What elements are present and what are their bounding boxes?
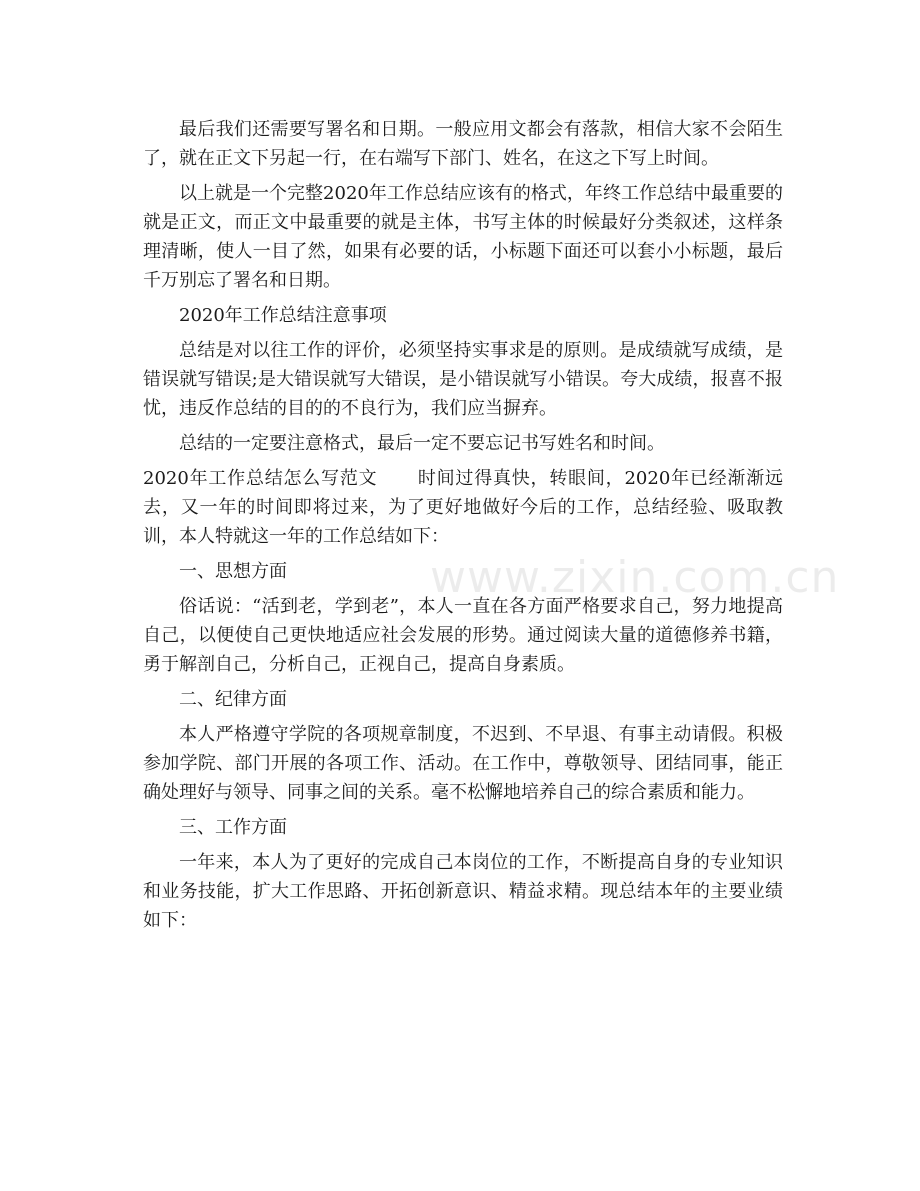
sample-intro-text: 时间过得真快，转眼间，2020年已经渐渐远去，又一年的时间即将过来，为了更好地做好今后的工作，总结经验、吸取教训，本人特就这一年的工作总结如下： — [143, 468, 783, 547]
paragraph-discipline: 本人严格遵守学院的各项规章制度，不迟到、不早退、有事主动请假。积极参加学院、部门开展的各项工作、活动。在工作中，尊敬领导、团结同事，能正确处理好与领导、同事之间的关系。毫不松懈地培养自己的综合素质和能力。 — [143, 724, 783, 803]
watermark: www.zixin.com.cn — [430, 552, 840, 603]
paragraph-sample-intro — [143, 464, 783, 551]
heading-discipline: 二、纪律方面 — [179, 689, 287, 710]
heading-work: 三、工作方面 — [179, 817, 287, 838]
paragraph-format-summary: 以上就是一个完整2020年工作总结应该有的格式，年终工作总结中最重要的就是正文，而正文中最重要的就是主体，书写主体的时候最好分类叙述，这样条理清晰，使人一目了然，如果有必要的话，小标题下面还可以套小小标题，最后千万别忘了署名和日期。 — [143, 183, 783, 291]
heading-thought: 一、思想方面 — [179, 561, 287, 582]
sample-title: 2020年工作总结怎么写范文 — [143, 468, 378, 489]
paragraph-notes-principle: 总结是对以往工作的评价，必须坚持实事求是的原则。是成绩就写成绩，是错误就写错误;是大错误就写大错误，是小错误就写小错误。夸大成绩，报喜不报忧，违反作总结的目的的不良行为，我们应当摒弃。 — [143, 340, 783, 419]
paragraph-signature-date: 最后我们还需要写署名和日期。一般应用文都会有落款，相信大家不会陌生了，就在正文下另起一行，在右端写下部门、姓名，在这之下写上时间。 — [143, 119, 783, 169]
heading-notes: 2020年工作总结注意事项 — [179, 305, 387, 326]
paragraph-notes-format: 总结的一定要注意格式，最后一定不要忘记书写姓名和时间。 — [179, 433, 665, 454]
paragraph-work: 一年来，本人为了更好的完成自己本岗位的工作，不断提高自身的专业知识和业务技能，扩大工作思路、开拓创新意识、精益求精。现总结本年的主要业绩如下： — [143, 852, 783, 931]
document-body — [143, 115, 783, 941]
paragraph-thought: 俗话说：“活到老，学到老”，本人一直在各方面严格要求自己，努力地提高自己，以便使自己更快地适应社会发展的形势。通过阅读大量的道德修养书籍，勇于解剖自己，分析自己，正视自己，提高自身素质。 — [143, 596, 783, 675]
